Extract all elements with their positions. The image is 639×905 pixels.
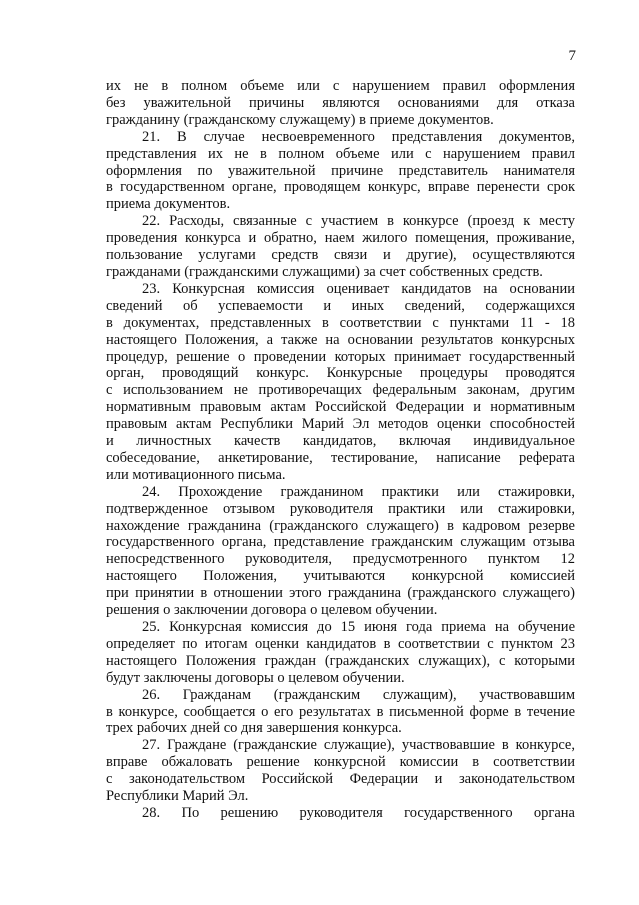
text-line: 21. В случае несвоевременного представления документов, bbox=[142, 128, 575, 145]
text-line: Республики Марий Эл. bbox=[106, 788, 249, 805]
text-line: непосредственного руководителя, предусмотренного пунктом 12 bbox=[106, 551, 575, 568]
text-line: пользование услугами средств связи и другие), осуществляются bbox=[106, 247, 575, 264]
paragraph-p27 bbox=[106, 737, 575, 805]
text-line: нахождение гражданина (гражданского служащего) в кадровом резерве bbox=[106, 517, 575, 534]
text-line: правовым актам Республики Марий Эл методов оценки способностей bbox=[106, 416, 575, 433]
text-line: гражданину (гражданскому служащему) в приеме документов. bbox=[106, 111, 494, 128]
text-line: 28. По решению руководителя государственного органа bbox=[142, 804, 575, 821]
text-line: 22. Расходы, связанные с участием в конкурсе (проезд к месту bbox=[142, 213, 575, 230]
text-line: с использованием не противоречащих федеральным законам, другим bbox=[106, 382, 575, 399]
document-body bbox=[106, 78, 575, 822]
paragraph-p25 bbox=[106, 619, 575, 687]
text-line: 23. Конкурсная комиссия оценивает кандидатов на основании bbox=[142, 280, 575, 297]
text-line: в документах, представленных в соответствии с пунктами 11 - 18 bbox=[106, 314, 575, 331]
text-line: сведений об успеваемости и иных сведений, содержащихся bbox=[106, 297, 575, 314]
text-line: процедур, решение о проведении которых принимает государственный bbox=[106, 348, 575, 365]
text-line: их не в полном объеме или с нарушением правил оформления bbox=[106, 78, 575, 94]
text-line: определяет по итогам оценки кандидатов в соответствии с пунктом 23 bbox=[106, 635, 575, 652]
paragraph-p26 bbox=[106, 687, 575, 738]
text-line: 24. Прохождение гражданином практики или стажировки, bbox=[142, 483, 575, 500]
text-line: государственного органа, представление гражданским служащим отзыва bbox=[106, 534, 575, 551]
page-number: 7 bbox=[568, 48, 576, 64]
text-line: в конкурсе, сообщается о его результатах в письменной форме в течение bbox=[106, 703, 575, 720]
text-line: или мотивационного письма. bbox=[106, 466, 286, 483]
text-line: проведения конкурса и обратно, наем жилого помещения, проживание, bbox=[106, 230, 575, 247]
text-line: оформления по уважительной причине представитель нанимателя bbox=[106, 162, 575, 179]
text-line: без уважительной причины являются основаниями для отказа bbox=[106, 94, 575, 111]
text-line: будут заключены договоры о целевом обучении. bbox=[106, 669, 405, 686]
text-line: орган, проводящий конкурс. Конкурсные процедуры проводятся bbox=[106, 365, 575, 382]
paragraph-p23 bbox=[106, 281, 575, 484]
paragraph-p24 bbox=[106, 484, 575, 619]
text-line: настоящего Положения, учитываются конкурсной комиссией bbox=[106, 568, 575, 585]
text-line: при принятии в отношении этого гражданина (гражданского служащего) bbox=[106, 585, 575, 602]
text-line: собеседование, анкетирование, тестирование, написание реферата bbox=[106, 449, 575, 466]
text-line: настоящего Положения граждан (гражданских служащих), с которыми bbox=[106, 652, 575, 669]
text-line: трех рабочих дней со дня завершения конкурса. bbox=[106, 720, 402, 737]
paragraph-p21 bbox=[106, 129, 575, 214]
text-line: настоящего Положения, а также на основании результатов конкурсных bbox=[106, 331, 575, 348]
paragraph-p20-tail bbox=[106, 78, 575, 129]
text-line: приема документов. bbox=[106, 196, 231, 213]
paragraph-p28-head bbox=[106, 805, 575, 822]
text-line: 25. Конкурсная комиссия до 15 июня года приема на обучение bbox=[142, 619, 575, 635]
text-line: в государственном органе, проводящем конкурс, вправе перенести срок bbox=[106, 179, 575, 196]
text-line: и личностных качеств кандидатов, включая индивидуальное bbox=[106, 433, 575, 450]
text-line: гражданами (гражданскими служащими) за счет собственных средств. bbox=[106, 263, 543, 280]
text-line: 27. Граждане (гражданские служащие), участвовавшие в конкурсе, bbox=[142, 737, 575, 754]
text-line: решения о заключении договора о целевом обучении. bbox=[106, 602, 438, 619]
text-line: подтвержденное отзывом руководителя практики или стажировки, bbox=[106, 500, 575, 517]
text-line: с законодательством Российской Федерации и законодательством bbox=[106, 771, 575, 788]
text-line: вправе обжаловать решение конкурсной комиссии в соответствии bbox=[106, 754, 575, 771]
text-line: представления их не в полном объеме или с нарушением правил bbox=[106, 145, 575, 162]
text-line: нормативным правовым актам Российской Федерации и нормативным bbox=[106, 399, 575, 416]
paragraph-p22 bbox=[106, 213, 575, 281]
text-line: 26. Гражданам (гражданским служащим), участвовавшим bbox=[142, 686, 575, 703]
